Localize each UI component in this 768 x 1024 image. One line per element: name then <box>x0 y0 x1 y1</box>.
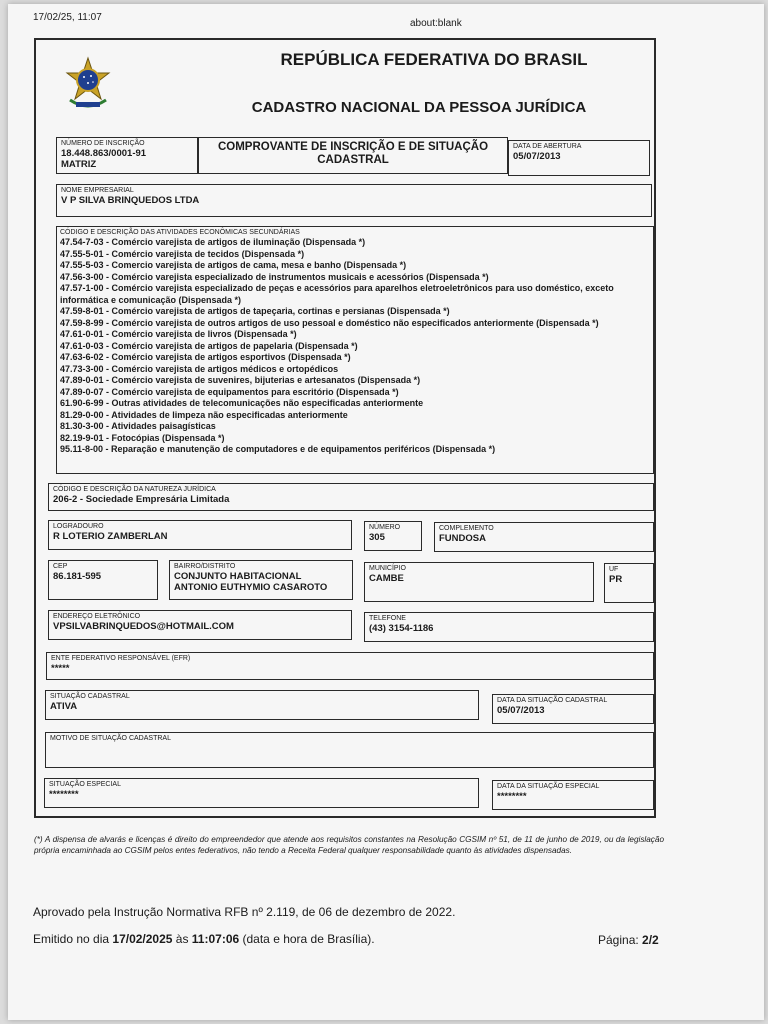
page-number <box>598 933 659 947</box>
municipio-value: CAMBE <box>369 573 404 584</box>
email-value: VPSILVABRINQUEDOS@HOTMAIL.COM <box>53 621 234 632</box>
situacao-box <box>45 690 479 720</box>
activity-item: 95.11-8-00 - Reparação e manutenção de computadores e de equipamentos periféricos (Dispensada *) <box>60 444 496 454</box>
activity-item: 47.59-8-99 - Comércio varejista de outros artigos de uso pessoal e doméstico não especificados anteriormente (Dispensada *) <box>60 317 599 328</box>
activity-item: 47.89-0-07 - Comércio varejista de equipamentos para escritório (Dispensada *) <box>60 386 399 397</box>
efr-label: ENTE FEDERATIVO RESPONSÁVEL (EFR) <box>51 655 191 662</box>
numero-box <box>364 521 422 551</box>
activity-item: 47.57-1-00 - Comércio varejista especializado de peças e acessórios para aparelhos eletroeletrônicos para uso doméstico, exceto informática e comunicação (Dispensada *) <box>60 283 614 305</box>
situacao-especial-value: ******** <box>49 789 79 800</box>
activity-item: 47.61-0-03 - Comércio varejista de artigos de papelaria (Dispensada *) <box>60 340 358 351</box>
motivo-box <box>45 732 654 768</box>
inscricao-number: 18.448.863/0001-91 <box>61 148 147 159</box>
inscricao-box <box>56 137 198 174</box>
activity-item: 47.73-3-00 - Comércio varejista de artigos médicos e ortopédicos <box>60 363 339 374</box>
emission-date: 17/02/2025 <box>112 932 173 946</box>
emission-note <box>33 932 375 946</box>
page-value: 2/2 <box>642 933 659 947</box>
cep-box <box>48 560 158 600</box>
logradouro-label: LOGRADOURO <box>53 523 104 530</box>
activity-item: 47.56-3-00 - Comércio varejista especializado de instrumentos musicais e acessórios (Dispensada *) <box>60 271 489 282</box>
complemento-value: FUNDOSA <box>439 533 486 544</box>
telefone-value: (43) 3154-1186 <box>369 623 434 634</box>
comprovante-box <box>198 137 508 174</box>
activity-item: 81.30-3-00 - Atividades paisagísticas <box>60 421 216 431</box>
data-situacao-especial-value: ******** <box>497 791 527 802</box>
bairro-box <box>169 560 353 600</box>
emission-time: 11:07:06 <box>191 932 240 946</box>
activity-item: 81.29-0-00 - Atividades de limpeza não especificadas anteriormente <box>60 409 348 420</box>
data-situacao-label: DATA DA SITUAÇÃO CADASTRAL <box>497 697 608 704</box>
natureza-label: CÓDIGO E DESCRIÇÃO DA NATUREZA JURÍDICA <box>53 486 216 493</box>
activity-item: 47.55-5-01 - Comércio varejista de tecidos (Dispensada *) <box>60 248 305 259</box>
situacao-especial-box <box>44 778 479 808</box>
situacao-especial-label: SITUAÇÃO ESPECIAL <box>49 781 121 788</box>
numero-value: 305 <box>369 532 385 543</box>
uf-label: UF <box>609 566 619 573</box>
emission-prefix: Emitido no dia <box>33 932 113 946</box>
document-subtitle: CADASTRO NACIONAL DA PESSOA JURÍDICA <box>251 99 587 116</box>
inscricao-label: NÚMERO DE INSCRIÇÃO <box>61 140 145 147</box>
nome-value: V P SILVA BRINQUEDOS LTDA <box>61 195 200 206</box>
natureza-value: 206-2 - Sociedade Empresária Limitada <box>53 494 230 505</box>
email-label: ENDEREÇO ELETRÔNICO <box>53 613 141 620</box>
activity-item: 82.19-9-01 - Fotocópias (Dispensada *) <box>60 432 225 443</box>
telefone-label: TELEFONE <box>369 615 406 622</box>
nome-label: NOME EMPRESARIAL <box>61 187 134 194</box>
inscricao-type: MATRIZ <box>61 159 97 170</box>
uf-value: PR <box>609 574 623 585</box>
efr-box <box>46 652 654 680</box>
activity-item: 47.55-5-03 - Comercio varejista de artigos de cama, mesa e banho (Dispensada *) <box>60 260 407 270</box>
complemento-label: COMPLEMENTO <box>439 525 494 532</box>
situacao-label: SITUAÇÃO CADASTRAL <box>50 693 130 700</box>
abertura-label: DATA DE ABERTURA <box>513 143 582 150</box>
cep-label: CEP <box>53 563 68 570</box>
activity-item: 47.54-7-03 - Comércio varejista de artigos de iluminação (Dispensada *) <box>60 237 366 247</box>
emission-mid: às <box>172 932 192 946</box>
logradouro-box <box>48 520 352 550</box>
situacao-value: ATIVA <box>50 701 78 712</box>
nome-box <box>56 184 652 217</box>
data-situacao-especial-label: DATA DA SITUAÇÃO ESPECIAL <box>497 783 600 790</box>
motivo-label: MOTIVO DE SITUAÇÃO CADASTRAL <box>50 735 171 742</box>
complemento-box <box>434 522 654 552</box>
abertura-value: 05/07/2013 <box>513 151 561 162</box>
abertura-box <box>508 140 650 176</box>
footnote: (*) A dispensa de alvarás e licenças é direito do empreendedor que atende aos requisitos constantes na Resolução CGSIM nº 51, de 11 de junho de 2019, ou da legislação própria encaminhada ao CGSIM pelos entes federativos, não tendo a Receita Federal qualquer responsabilidade quanto às atividades dispensadas. <box>34 835 664 855</box>
bairro-line2: ANTONIO EUTHYMIO CASAROTO <box>174 582 328 593</box>
page-label: Página: <box>598 933 643 947</box>
comprovante-title: COMPROVANTE DE INSCRIÇÃO E DE SITUAÇÃO CADASTRAL <box>217 141 489 166</box>
emission-suffix: (data e hora de Brasília). <box>239 932 375 946</box>
municipio-box <box>364 562 594 602</box>
municipio-label: MUNICÍPIO <box>369 565 406 572</box>
activity-item: 47.61-0-01 - Comércio varejista de livros (Dispensada *) <box>60 329 297 339</box>
activity-item: 47.63-6-02 - Comércio varejista de artigos esportivos (Dispensada *) <box>60 352 351 362</box>
logradouro-value: R LOTERIO ZAMBERLAN <box>53 531 168 542</box>
print-url: about:blank <box>410 18 462 29</box>
cep-value: 86.181-595 <box>53 571 102 582</box>
activity-item: 61.90-6-99 - Outras atividades de telecomunicações não especificadas anteriormente <box>60 398 424 408</box>
data-situacao-box <box>492 694 654 724</box>
telefone-box <box>364 612 654 642</box>
atividades-label: CÓDIGO E DESCRIÇÃO DAS ATIVIDADES ECONÔMICAS SECUNDÁRIAS <box>60 229 300 236</box>
data-situacao-especial-box <box>492 780 654 810</box>
bairro-label: BAIRRO/DISTRITO <box>174 563 236 570</box>
activity-item: 47.89-0-01 - Comércio varejista de suvenires, bijuterias e artesanatos (Dispensada *) <box>60 375 421 385</box>
email-box <box>48 610 352 640</box>
data-situacao-value: 05/07/2013 <box>497 705 545 716</box>
natureza-box <box>48 483 654 511</box>
approval-note: Aprovado pela Instrução Normativa RFB nº 2.119, de 06 de dezembro de 2022. <box>33 905 456 919</box>
uf-box <box>604 563 654 603</box>
document-title: REPÚBLICA FEDERATIVA DO BRASIL <box>280 50 588 69</box>
atividades-box <box>56 226 654 474</box>
numero-label: NÚMERO <box>369 524 401 531</box>
activity-item: 47.59-8-01 - Comércio varejista de artigos de tapeçaria, cortinas e persianas (Dispensada *) <box>60 306 450 316</box>
print-datetime: 17/02/25, 11:07 <box>33 12 102 23</box>
bairro-line1: CONJUNTO HABITACIONAL <box>174 571 302 582</box>
efr-value: ***** <box>51 663 70 674</box>
